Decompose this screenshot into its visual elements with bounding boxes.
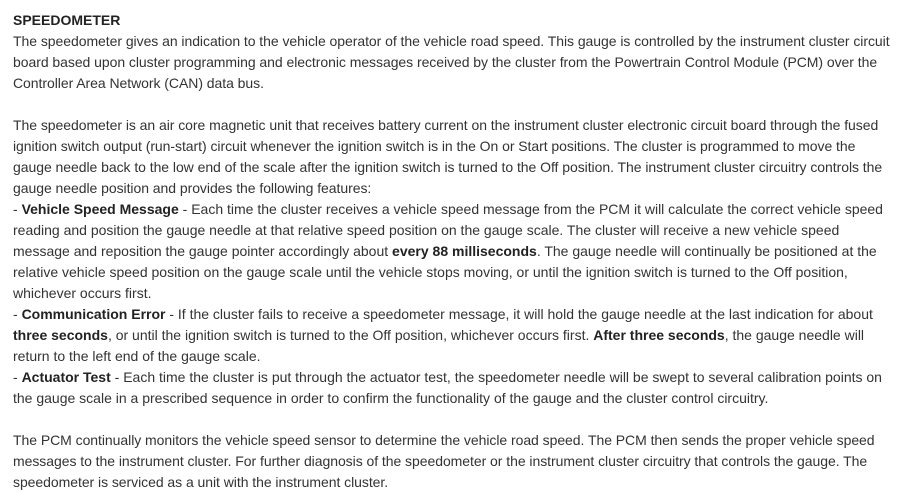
feature-label: Vehicle Speed Message [21,201,179,217]
paragraph-gap [13,409,895,430]
feature-label: Actuator Test [21,369,111,385]
feature-text: - Each time the cluster receives a vehicle speed message from the PCM it will calculate the correct vehicle speed reading and position the gauge needle at that relative speed position on the gauge scale. The cluster will receive a new vehicle speed message and reposition the gauge pointer accordingly about [13,201,883,259]
feature-vehicle-speed-message [13,199,895,304]
feature-actuator-test [13,367,895,409]
bullet: - [13,369,22,385]
feature-text: , or until the ignition switch is turned to the Off position, whichever occurs first. [107,327,594,343]
closing-paragraph: The PCM continually monitors the vehicle speed sensor to determine the vehicle road speed. The PCM then sends the proper vehicle speed messages to the instrument cluster. For further diagnosis of the speedometer or the instrument cluster circuitry that controls the gauge. The speedometer is serviced as a unit with the instrument cluster. [13,432,875,490]
bullet: - [13,201,22,217]
bullet: - [13,306,22,322]
feature-communication-error [13,304,895,367]
feature-text: , the gauge needle will return to the left end of the gauge scale. [13,327,865,364]
feature-text: - If the cluster fails to receive a speedometer message, it will hold the gauge needle at the last indication for about [165,306,873,322]
intro-paragraph: The speedometer gives an indication to the vehicle operator of the vehicle road speed. This gauge is controlled by the instrument cluster circuit board based upon cluster programming and electronic messages received by the cluster from the Powertrain Control Module (PCM) over the Controller Area Network (CAN) data bus. [13,33,890,91]
paragraph-gap [13,94,895,115]
emphasis-text: After three seconds [593,327,725,343]
section-title: SPEEDOMETER [13,12,121,28]
feature-text: . The gauge needle will continually be positioned at the relative vehicle speed position on the gauge scale until the vehicle stops moving, or until the ignition switch is turned to the Off position, whichever occurs first. [13,243,877,301]
feature-text: - Each time the cluster is put through the actuator test, the speedometer needle will be swept to several calibration points on the gauge scale in a prescribed sequence in order to confirm the functionality of the gauge and the cluster control circuitry. [13,369,882,406]
description-paragraph: The speedometer is an air core magnetic unit that receives battery current on the instrument cluster electronic circuit board through the fused ignition switch output (run-start) circuit whenever the ignition switch is in the On or Start positions. The cluster is programmed to move the gauge needle back to the low end of the scale after the ignition switch is turned to the Off position. The instrument cluster circuitry controls the gauge needle position and provides the following features: [13,117,883,196]
feature-label: Communication Error [21,306,166,322]
emphasis-text: three seconds [13,327,108,343]
emphasis-text: every 88 milliseconds [392,243,537,259]
